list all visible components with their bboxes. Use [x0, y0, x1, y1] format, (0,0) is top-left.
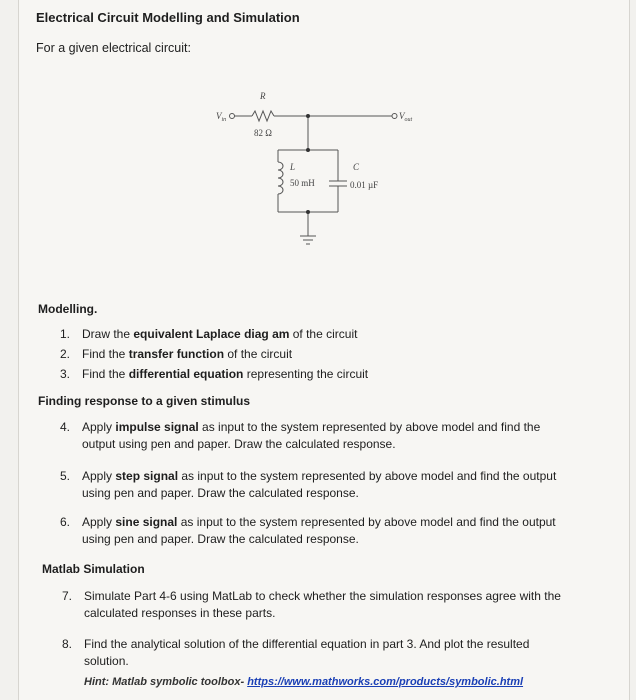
ground-icon [300, 236, 316, 244]
vin-label: $V_{in}$ [216, 111, 227, 123]
list-item: 5. Apply step signal as input to the system represented by above model and find the output using pen and paper. Draw the calculated response. [60, 469, 557, 500]
c-label: C [353, 162, 360, 172]
list-item: 7. Simulate Part 4-6 using MatLab to check whether the simulation responses agree with the calculated responses in these parts. [62, 589, 561, 620]
c-value: 0.01 µF [350, 180, 379, 190]
capacitor-icon [329, 181, 347, 186]
document-subtitle: For a given electrical circuit: [36, 41, 191, 55]
hint-text: Hint: Matlab symbolic toolbox- https://www.mathworks.com/products/symbolic.html [84, 676, 524, 688]
list-item: 6. Apply sine signal as input to the system represented by above model and find the output using pen and paper. Draw the calculated response. [60, 515, 556, 546]
matlab-heading: Matlab Simulation [42, 562, 145, 576]
l-label: L [290, 162, 296, 172]
list-item: 8. Find the analytical solution of the differential equation in part 3. And plot the resulted solution. [62, 637, 530, 668]
symbolic-toolbox-link[interactable]: https://www.mathworks.com/products/symbolic.html [247, 676, 524, 688]
response-heading: Finding response to a given stimulus [38, 394, 251, 408]
input-terminal [230, 114, 235, 119]
modelling-heading: Modelling. [38, 302, 98, 316]
document-title: Electrical Circuit Modelling and Simulation [36, 10, 300, 25]
r-label: R [260, 91, 266, 101]
output-terminal [392, 114, 397, 119]
resistor-icon [252, 111, 274, 121]
list-item: 4. Apply impulse signal as input to the system represented by above model and find the output using pen and paper. Draw the calculated response. [60, 420, 541, 451]
circuit-diagram [0, 0, 636, 300]
inductor-icon [278, 162, 283, 194]
vout-label: $V_{out}$ [399, 111, 413, 123]
r-value: 82 Ω [254, 128, 272, 138]
l-value: 50 mH [290, 178, 315, 188]
